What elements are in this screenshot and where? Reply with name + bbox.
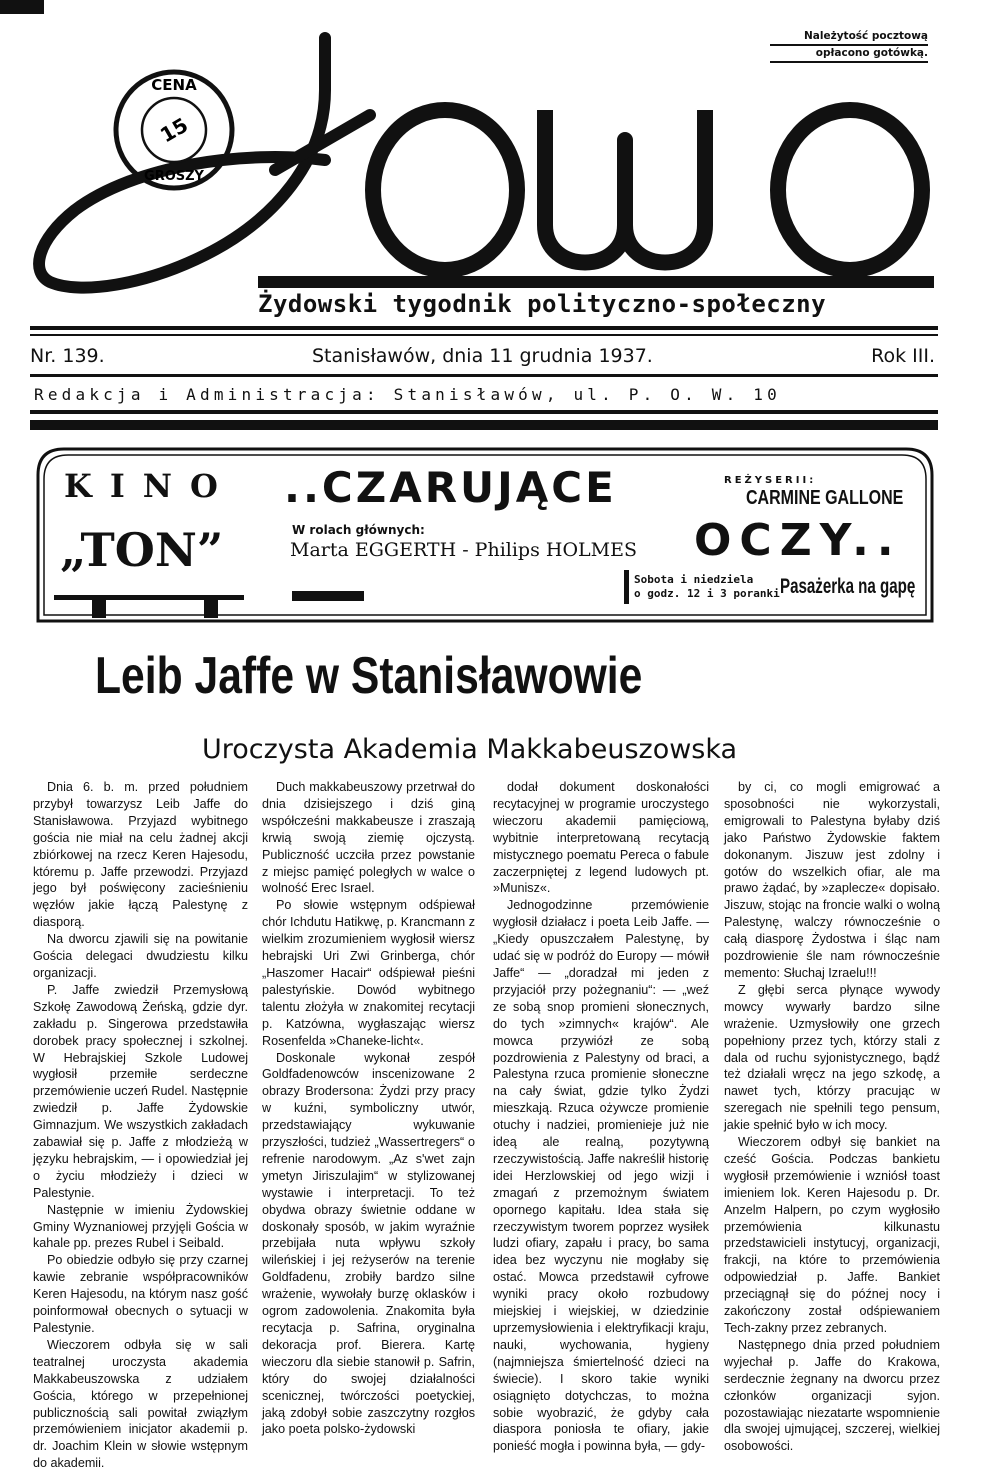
paragraph: Na dworcu zjawili się na powitanie Gościa delegaci dwudziestu kilku organizacji. xyxy=(33,932,248,980)
place-date: Stanisławów, dnia 11 grudnia 1937. xyxy=(312,345,653,367)
price-stamp xyxy=(110,66,238,194)
ad-cinema-name: „TON” xyxy=(60,523,224,577)
paragraph: Duch makkabeuszowy przetrwał do dnia dzisiejszego i dziś giną współcześni makkabeusze i zraszają krwią swoją ziemię ojczystą. Publiczność uczciła przez powstanie z miejsc pamięć poległych w walce o wolność Erec Israel. xyxy=(262,780,475,896)
address-line: Redakcja i Administracja: Stanisławów, ul. P. O. W. 10 xyxy=(34,385,781,404)
issue-number: Nr. 139. xyxy=(30,345,105,367)
ad-roles-label: W rolach głównych: xyxy=(292,523,425,537)
stamp-bottom-text: GROSZY xyxy=(144,169,204,184)
ad-actors: Marta EGGERTH - Philips HOLMES xyxy=(290,539,637,561)
paragraph: Wieczorem odbył się bankiet na cześć Gościa. Podczas bankietu wygłosił przemówienie i wzniósł toast imieniem lok. Keren Hajesodu p. Dr. Anzelm Halpern, po czym wygłosiło przemówienia kilkunastu przedstawicieli instytucyj, organizacji, frakcji, na które to przemówienia odpowiedział p. Jaffe. Bankiet przeciągnął się do późnej nocy i zakończony został odśpiewaniem Tech-zakny przez zebranych. xyxy=(724,1135,940,1335)
ad-film-title-1: ..CZARUJĄCE xyxy=(284,463,617,512)
corner-mark xyxy=(0,0,44,14)
paragraph: Z głębi serca płynące wywody mowcy wywarły bardzo silne wrażenie. Uzmysłowiły one grzech popełniony przez tych, którzy stali z dala od ruchu syjonistycznego, bądź też działali wręcz na jego szkodę, a nawet tych, którzy pracując w szeregach nie spełnili tego pensum, jakie spełnić było w ich mocy. xyxy=(724,982,940,1133)
paragraph: by ci, co mogli emigrować a sposobności nie wykorzystali, emigrowali to Palestyna byłaby dziś jako Państwo Żydowskie faktem dokonanym. Jiszuw jest zdolny i gotów do wszelkich ofiar, ale ma prawo żądać, by »zaplecze« dopisało. Jiszuw, stojąc na froncie walki o wolną Palestynę, walczy równocześnie o całą diasporę Żydostwa i śląc nam pozdrowienie śle nam równocześnie memento: Słuchaj Izraelu!!! xyxy=(724,780,940,980)
rule-2 xyxy=(30,334,938,336)
article-column-1 xyxy=(33,779,248,1472)
paragraph: Dnia 6. b. m. przed południem przybył towarzysz Leib Jaffe do Stanisławowa. Przyjazd wybitnego gościa nie miał na celu żadnej akcji zbiórkowej na rzecz Keren Hajesodu, któremu p. Jaffe przewodzi. Przyjazd jego był poświęcony zacieśnieniu węzłów jakie łączą Palestynę z diasporą. xyxy=(33,780,248,930)
paragraph: Następnie w imieniu Żydowskiej Gminy Wyznaniowej przyjęli Gościa w kahale pp. prezes Rubel i Seibald. xyxy=(33,1202,248,1251)
masthead-rule-top xyxy=(258,276,934,288)
rule-4 xyxy=(30,410,938,414)
ad-director: CARMINE GALLONE xyxy=(746,487,904,509)
paragraph: Po obiedzie odbyło się przy czarnej kawie zebranie współpracowników Keren Hajesodu, na którym nasz gość poinformował obecnych o sytuacji w Palestynie. xyxy=(33,1253,248,1335)
paragraph: Doskonale wykonał zespół Goldfadenowców inscenizowane 2 obrazy Brodersona: Żydzi przy pracy w kuźni, symboliczny utwór, przedstawiający wykuwanie przyszłości, tudzież „Wassertregers“ o refrenie narodowym. „Az s'wet zajn ymetyn Jiriszulajim“ w stylizowanej wystawie i interpretacji. To też obydwa obrazy świetnie oddane w doskonały sposób, w jakim wyraźnie przebijała nuta wpływu szkoły wileńskiej i jej reżyserów na terenie Goldfadenu, zrobiły bardzo silne wrażenie, wywołały burzę oklasków i ogrom zadowolenia. Znakomita była recytacja p. Safrina, oryginalna dekoracja prof. Bierera. Kartę wieczoru dla siebie stanowił p. Safrin, który do swojej działalności scenicznej, twórczości poetyckiej, jaką zdobył sobie zaszczytny rozgłos jako poeta polsko-żydowski xyxy=(262,1050,475,1437)
article-column-4 xyxy=(724,779,940,1455)
cinema-ad xyxy=(34,445,936,628)
article-column-3 xyxy=(493,779,709,1455)
ad-schedule-2: o godz. 12 i 3 poranki xyxy=(634,587,780,600)
paragraph: Wieczorem odbyła się w sali teatralnej uroczysta akademia Makkabeuszowska z udziałem Gościa, którego w przepełnionej publicznością sali powitał związłym przemówieniem inicjator akademii p. dr. Joachim Klein w słowie wstępnym do akademii. xyxy=(33,1337,248,1471)
paragraph: P. Jaffe zwiedził Przemysłową Szkołę Zawodową Żeńską, gdzie dyr. zakładu p. Singerowa przedstawiła dorobek pracy społecznej i szkolnej. W Hebrajskiej Szkole Ludowej wygłosił przemiłe serdeczne przemówienie uczeń Rudel. Następnie zwiedził p. Jaffe Żydowskie Gimnazjum. We wszystkich zakładach zabawiał się p. Jaffe z młodzieżą w języku hebrajskim, — i opowiedział jej o życiu młodzieży i dzieci w Palestynie. xyxy=(33,982,248,1200)
ad-schedule xyxy=(634,573,780,601)
paragraph: Następnego dnia przed południem wyjechał p. Jaffe do Krakowa, serdecznie żegnany na dworcu przez członków organizacji syjon. pozostawiając niezatarte wspomnienie dla swojej ujmującej, szczerej, wielkiej osobowości. xyxy=(724,1337,940,1454)
ad-next-film: Pasażerka na gapę xyxy=(780,575,916,598)
rule-1 xyxy=(30,326,938,330)
paragraph: dodał dokument doskonałości recytacyjnej w programie uroczystego wieczoru akademii pamięciową, wybitnie interpretowaną recytacją mistycznego poematu Pereca o fabule zaczerpniętej z legend ludowych pt. »Munisz«. xyxy=(493,780,709,896)
postage-line-1: Należytość pocztową xyxy=(770,29,928,46)
rule-5 xyxy=(30,420,938,430)
rule-3 xyxy=(30,374,938,377)
subheadline: Uroczysta Akademia Makkabeuszowska xyxy=(202,734,738,765)
headline: Leib Jaffe w Stanisławowie xyxy=(95,647,643,705)
postage-line-2: opłacono gotówką. xyxy=(770,46,928,63)
ad-director-label: REŻYSERII: xyxy=(724,475,817,486)
stamp-top-text: CENA xyxy=(151,76,197,94)
subtitle: Żydowski tygodnik polityczno-społeczny xyxy=(258,290,827,318)
ad-schedule-1: Sobota i niedziela xyxy=(634,573,754,586)
article-column-2 xyxy=(262,779,475,1438)
stamp-value: 15 xyxy=(155,112,193,148)
ad-film-title-2: OCZY.. xyxy=(694,515,902,566)
paragraph: Jednogodzinne przemówienie wygłosił działacz i poeta Leib Jaffe. — „Kiedy opuszczałem Palestynę, by udać się w podróż do Europy — mówił Jaffe“ — „doradzał mi jeden z przyjaciół przy pożegnaniu“: — „weź ze sobą snop promieni słonecznych, do tych »zimnych« krajów“. Ale mowca przywiózł ze sobą pozdrowienia z Palestyny od braci, a Palestyna rzuca promienie słoneczne na cały świat, gdzie tylko Żydzi mieszkają. Rzuca ożywcze promienie otuchy i nadziei, promienieje już nie ideą ale realną, pozytywną rzeczywistością. Jaffe nakreślił historię idei Herzlowskiej od jego wizji i zmagań z przemożnym światem opornego kapitału. Idea stała się rzeczywistym tworem poprzez wysiłek ludzi ofiary, zapału i pracy, bo sama idea bez wyczynu nie mogłaby się ostać. Mowca przedstawił cyfrowe wyniki pracy około rozbudowy miejskiej i wiejskiej, w dziedzinie uprzemysłowienia i elektryfikacji kraju, nauki, wychowania, hygieny (najmniejsza śmiertelność dzieci na świecie). I skoro takie wyniki osiągnięto dotychczas, to można sobie wyobrazić, że gdyby cała diaspora poniosła te ofiary, jakie ponieść mogła i powinna była, — gdy- xyxy=(493,898,709,1454)
ad-kino: KINO xyxy=(64,467,236,505)
paragraph: Po słowie wstępnym odśpiewał chór Ichdutu Hatikwę, p. Krancmann z wielkim zrozumieniem wygłosił wiersz hebrajski Uri Zwi Grinberga, chór „Haszomer Hacair“ odśpiewał pieśni palestyńskie. Dowód wybitnego talentu złożyła w znakomitej recytacji p. Katzówna, wygłaszając wiersz Rosenfelda »Chaneke-licht«. xyxy=(262,898,475,1048)
year: Rok III. xyxy=(871,345,935,367)
